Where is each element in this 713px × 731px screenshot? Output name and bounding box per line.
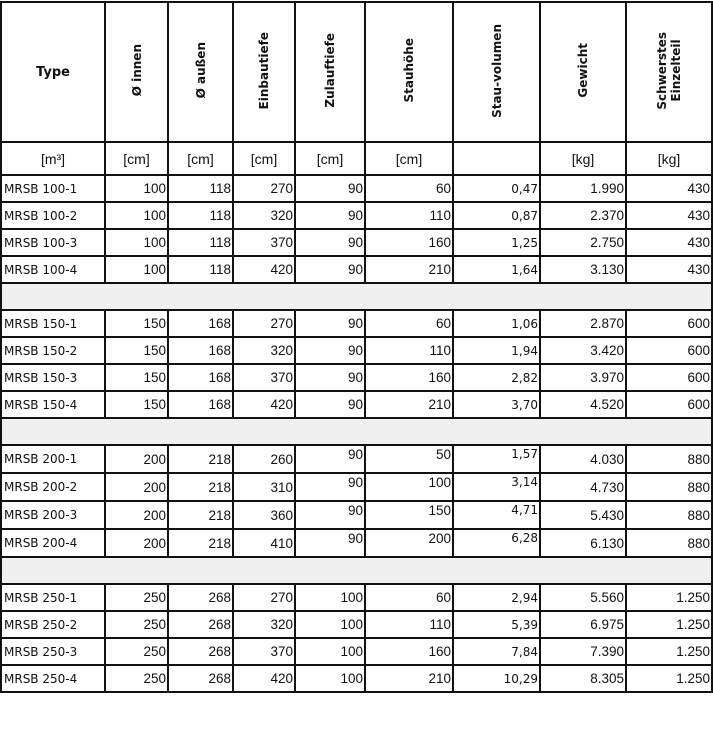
cell-einbautiefe: 260 [233,445,295,473]
cell-schwerstes-einzelteil: 600 [626,364,712,391]
cell-d-aussen: 168 [168,391,233,418]
cell-stauhoehe: 110 [365,611,453,638]
table-row [1,584,712,611]
cell-stauhoehe: 50 [365,445,453,473]
table-row [1,256,712,283]
cell-stauvolumen: 0,47 [453,175,540,202]
header-stauvolumen: Stau-volumen [453,2,540,142]
group-separator [1,557,712,584]
cell-zulauftiefe: 90 [295,202,365,229]
cell-stauhoehe: 150 [365,501,453,529]
header-gewicht: Gewicht [540,2,626,142]
cell-d-innen: 150 [105,364,168,391]
table-row [1,175,712,202]
cell-stauvolumen: 1,25 [453,229,540,256]
cell-stauvolumen: 6,28 [453,529,540,557]
cell-stauhoehe: 60 [365,175,453,202]
cell-gewicht: 1.990 [540,175,626,202]
cell-stauvolumen: 0,87 [453,202,540,229]
cell-einbautiefe: 370 [233,229,295,256]
cell-zulauftiefe: 100 [295,638,365,665]
cell-gewicht: 6.130 [540,529,626,557]
cell-zulauftiefe: 100 [295,611,365,638]
group-separator [1,283,712,310]
cell-einbautiefe: 370 [233,638,295,665]
table-row [1,638,712,665]
cell-type: MRSB 100-3 [1,229,105,256]
cell-d-innen: 200 [105,501,168,529]
cell-stauvolumen: 5,39 [453,611,540,638]
cell-einbautiefe: 320 [233,611,295,638]
table-row [1,310,712,337]
cell-schwerstes-einzelteil: 600 [626,337,712,364]
cell-stauvolumen: 1,06 [453,310,540,337]
cell-type: MRSB 100-1 [1,175,105,202]
units-row [1,142,712,175]
cell-stauvolumen: 2,82 [453,364,540,391]
cell-d-aussen: 218 [168,529,233,557]
cell-stauvolumen: 7,84 [453,638,540,665]
cell-stauhoehe: 100 [365,473,453,501]
cell-gewicht: 8.305 [540,665,626,692]
cell-d-aussen: 268 [168,584,233,611]
cell-einbautiefe: 410 [233,529,295,557]
table-row [1,611,712,638]
cell-schwerstes-einzelteil: 1.250 [626,584,712,611]
cell-schwerstes-einzelteil: 1.250 [626,638,712,665]
cell-type: MRSB 200-1 [1,445,105,473]
header-einbautiefe: Einbautiefe [233,2,295,142]
separator-cell [1,557,712,584]
cell-d-innen: 100 [105,229,168,256]
cell-type: MRSB 200-2 [1,473,105,501]
cell-einbautiefe: 320 [233,202,295,229]
unit-cell: [kg] [540,142,626,175]
cell-schwerstes-einzelteil: 1.250 [626,611,712,638]
table-row [1,529,712,557]
unit-cell: [cm] [233,142,295,175]
unit-cell: [kg] [626,142,712,175]
cell-d-innen: 100 [105,256,168,283]
cell-einbautiefe: 320 [233,337,295,364]
table-row [1,445,712,473]
cell-stauhoehe: 210 [365,256,453,283]
cell-d-aussen: 118 [168,175,233,202]
cell-stauhoehe: 110 [365,337,453,364]
cell-einbautiefe: 270 [233,584,295,611]
cell-d-aussen: 118 [168,202,233,229]
header-row [1,2,712,142]
cell-gewicht: 3.130 [540,256,626,283]
cell-stauvolumen: 10,29 [453,665,540,692]
cell-d-innen: 200 [105,473,168,501]
cell-d-innen: 200 [105,445,168,473]
cell-d-aussen: 268 [168,665,233,692]
cell-zulauftiefe: 90 [295,337,365,364]
cell-stauhoehe: 60 [365,584,453,611]
cell-gewicht: 7.390 [540,638,626,665]
group-separator [1,418,712,445]
cell-stauvolumen: 1,57 [453,445,540,473]
unit-cell: [cm] [168,142,233,175]
cell-d-innen: 250 [105,584,168,611]
cell-schwerstes-einzelteil: 430 [626,256,712,283]
cell-stauvolumen: 1,94 [453,337,540,364]
cell-d-aussen: 118 [168,229,233,256]
unit-cell: [m³] [1,142,105,175]
table-row [1,364,712,391]
cell-d-aussen: 168 [168,310,233,337]
cell-stauhoehe: 160 [365,638,453,665]
cell-d-innen: 100 [105,202,168,229]
cell-gewicht: 3.970 [540,364,626,391]
cell-zulauftiefe: 90 [295,391,365,418]
cell-type: MRSB 250-4 [1,665,105,692]
cell-schwerstes-einzelteil: 600 [626,391,712,418]
cell-einbautiefe: 360 [233,501,295,529]
unit-cell [453,142,540,175]
cell-zulauftiefe: 90 [295,175,365,202]
cell-type: MRSB 150-4 [1,391,105,418]
cell-schwerstes-einzelteil: 1.250 [626,665,712,692]
cell-d-aussen: 268 [168,611,233,638]
cell-zulauftiefe: 100 [295,665,365,692]
cell-type: MRSB 150-3 [1,364,105,391]
cell-zulauftiefe: 90 [295,364,365,391]
cell-schwerstes-einzelteil: 600 [626,310,712,337]
table-row [1,665,712,692]
cell-d-aussen: 118 [168,256,233,283]
cell-einbautiefe: 270 [233,175,295,202]
cell-gewicht: 2.750 [540,229,626,256]
unit-cell: [cm] [295,142,365,175]
cell-d-aussen: 218 [168,445,233,473]
cell-stauvolumen: 3,70 [453,391,540,418]
cell-schwerstes-einzelteil: 430 [626,229,712,256]
cell-einbautiefe: 420 [233,391,295,418]
table-row [1,229,712,256]
cell-type: MRSB 250-1 [1,584,105,611]
cell-einbautiefe: 270 [233,310,295,337]
table-row [1,501,712,529]
cell-gewicht: 2.870 [540,310,626,337]
cell-gewicht: 4.520 [540,391,626,418]
cell-zulauftiefe: 90 [295,445,365,473]
cell-schwerstes-einzelteil: 880 [626,473,712,501]
unit-cell: [cm] [105,142,168,175]
cell-gewicht: 4.030 [540,445,626,473]
product-spec-table [0,1,713,693]
cell-einbautiefe: 420 [233,256,295,283]
cell-einbautiefe: 370 [233,364,295,391]
cell-d-innen: 250 [105,665,168,692]
cell-zulauftiefe: 90 [295,473,365,501]
cell-type: MRSB 150-2 [1,337,105,364]
header-type: Type [1,2,105,142]
cell-gewicht: 3.420 [540,337,626,364]
cell-stauvolumen: 2,94 [453,584,540,611]
cell-schwerstes-einzelteil: 880 [626,501,712,529]
cell-type: MRSB 200-4 [1,529,105,557]
cell-d-innen: 250 [105,611,168,638]
cell-zulauftiefe: 90 [295,529,365,557]
header-zulauftiefe: Zulauftiefe [295,2,365,142]
cell-d-aussen: 168 [168,337,233,364]
cell-d-aussen: 268 [168,638,233,665]
cell-d-innen: 200 [105,529,168,557]
cell-type: MRSB 100-4 [1,256,105,283]
cell-gewicht: 4.730 [540,473,626,501]
cell-d-aussen: 218 [168,501,233,529]
cell-type: MRSB 150-1 [1,310,105,337]
separator-cell [1,283,712,310]
cell-stauhoehe: 210 [365,391,453,418]
cell-stauhoehe: 210 [365,665,453,692]
cell-stauhoehe: 200 [365,529,453,557]
cell-gewicht: 5.560 [540,584,626,611]
header-d-innen: Ø innen [105,2,168,142]
cell-d-innen: 150 [105,337,168,364]
cell-stauvolumen: 1,64 [453,256,540,283]
cell-d-innen: 150 [105,391,168,418]
unit-cell: [cm] [365,142,453,175]
table-row [1,337,712,364]
cell-type: MRSB 250-3 [1,638,105,665]
cell-stauhoehe: 60 [365,310,453,337]
cell-zulauftiefe: 90 [295,229,365,256]
cell-d-aussen: 218 [168,473,233,501]
cell-d-innen: 150 [105,310,168,337]
cell-stauvolumen: 3,14 [453,473,540,501]
cell-schwerstes-einzelteil: 880 [626,529,712,557]
cell-type: MRSB 250-2 [1,611,105,638]
cell-zulauftiefe: 100 [295,584,365,611]
cell-schwerstes-einzelteil: 880 [626,445,712,473]
header-d-aussen: Ø außen [168,2,233,142]
separator-cell [1,418,712,445]
cell-schwerstes-einzelteil: 430 [626,175,712,202]
cell-d-aussen: 168 [168,364,233,391]
table-row [1,202,712,229]
cell-einbautiefe: 420 [233,665,295,692]
cell-stauhoehe: 160 [365,229,453,256]
cell-zulauftiefe: 90 [295,256,365,283]
cell-zulauftiefe: 90 [295,501,365,529]
cell-d-innen: 250 [105,638,168,665]
cell-stauhoehe: 160 [365,364,453,391]
header-schwerstes-einzelteil: Schwerstes Einzelteil [626,2,712,142]
cell-gewicht: 6.975 [540,611,626,638]
cell-schwerstes-einzelteil: 430 [626,202,712,229]
table-row [1,473,712,501]
cell-stauhoehe: 110 [365,202,453,229]
cell-stauvolumen: 4,71 [453,501,540,529]
header-stauhoehe: Stauhöhe [365,2,453,142]
cell-gewicht: 2.370 [540,202,626,229]
cell-d-innen: 100 [105,175,168,202]
cell-einbautiefe: 310 [233,473,295,501]
cell-type: MRSB 200-3 [1,501,105,529]
cell-zulauftiefe: 90 [295,310,365,337]
table-row [1,391,712,418]
cell-type: MRSB 100-2 [1,202,105,229]
cell-gewicht: 5.430 [540,501,626,529]
